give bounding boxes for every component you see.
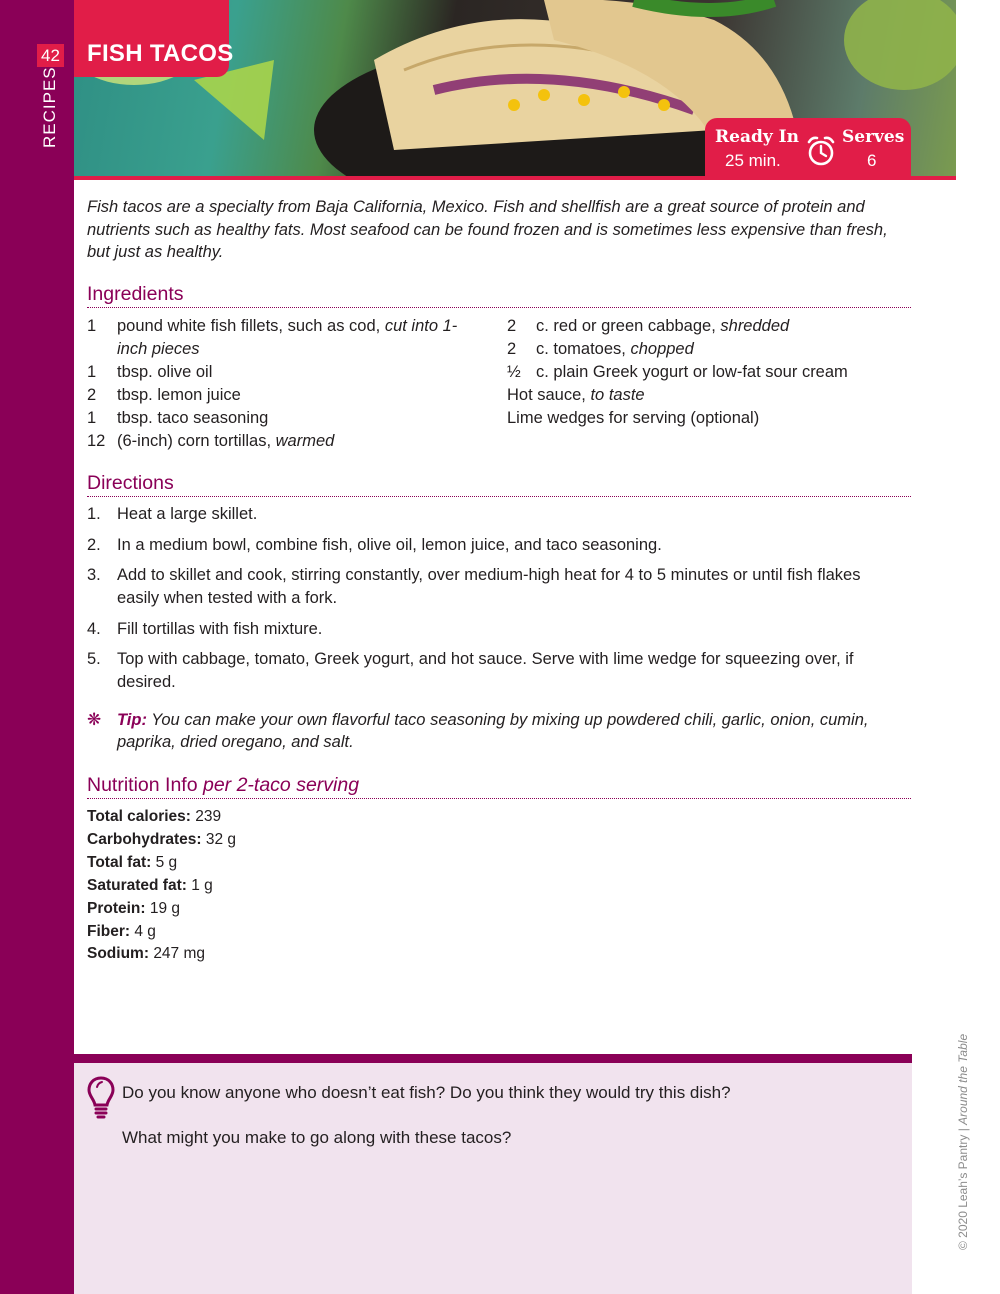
step-number: 4. — [87, 619, 101, 638]
ingredient-text: Lime wedges for serving (optional) — [507, 409, 760, 427]
nutrition-value: 4 g — [134, 922, 156, 940]
page-number: 42 — [37, 44, 64, 67]
nutrition-item — [87, 921, 236, 944]
recipe-intro: Fish tacos are a specialty from Baja California, Mexico. Fish and shellfish are a great source of protein and nutrients such as healthy fats. Most seafood can be found frozen and is sometimes less expensive than fresh, but just as healthy. — [87, 198, 888, 261]
nutrition-label: Total calories: — [87, 808, 191, 825]
copyright-note — [956, 1034, 970, 1250]
nutrition-item — [87, 875, 236, 898]
ingredient-item — [87, 384, 487, 407]
step-number: 2. — [87, 535, 101, 554]
ingredient-note: cut into 1-inch pieces — [117, 317, 458, 358]
nutrition-label: Fiber: — [87, 922, 131, 940]
ingredient-item — [87, 315, 487, 361]
ingredient-item — [87, 407, 487, 430]
direction-step — [87, 503, 902, 526]
ingredient-qty: 2 — [507, 317, 517, 335]
ingredient-text: c. red or green cabbage, — [536, 317, 716, 335]
side-bar — [0, 0, 74, 1294]
nutrition-label: Protein: — [87, 899, 146, 917]
nutrition-label: Sodium: — [87, 945, 149, 963]
nutrition-item — [87, 898, 236, 921]
ingredients-heading — [87, 283, 911, 308]
nutrition-label: Carbohydrates: — [87, 830, 202, 848]
step-number: 5. — [87, 650, 101, 668]
nutrition-item — [87, 943, 236, 966]
nutrition-label: Saturated fat: — [87, 876, 187, 894]
nutrition-list — [87, 806, 236, 966]
nutrition-item — [87, 806, 236, 829]
lightbulb-icon — [86, 1075, 116, 1121]
copyright-book: Around the Table — [956, 1033, 970, 1125]
ingredient-item — [507, 315, 907, 338]
ingredients-left-column — [87, 315, 487, 453]
direction-step — [87, 564, 902, 610]
ingredient-qty: 2 — [507, 340, 517, 358]
ingredient-qty: 1 — [87, 317, 97, 335]
ingredient-text: tbsp. olive oil — [117, 363, 213, 381]
nutrition-subheading: per 2-taco serving — [202, 774, 360, 796]
ingredients-right-column — [507, 315, 907, 430]
ingredient-note: warmed — [275, 432, 335, 450]
nutrition-heading-text: Nutrition Info — [87, 774, 198, 796]
tip-text: You can make your own flavorful taco seasoning by mixing up powdered chili, garlic, onion, cumin, paprika, dried oregano, and salt. — [117, 711, 869, 751]
nutrition-value: 19 g — [149, 899, 181, 917]
recipe-title: FISH TACOS — [87, 40, 234, 67]
ingredient-item — [87, 361, 487, 384]
direction-step — [87, 534, 902, 557]
directions-list — [87, 503, 902, 702]
ingredient-text: pound white fish fillets, such as cod, — [117, 317, 381, 335]
ingredient-text: (6-inch) corn tortillas, — [117, 432, 272, 450]
ingredient-extra — [507, 407, 907, 430]
ready-in-label: Ready In — [715, 127, 799, 147]
discussion-question-2: What might you make to go along with these tacos? — [122, 1128, 512, 1147]
ingredient-item — [87, 430, 487, 453]
serves-label: Serves — [842, 127, 905, 147]
step-text: Fill tortillas with fish mixture. — [117, 619, 323, 638]
step-text: Add to skillet and cook, stirring constantly, over medium-high heat for 4 to 5 minutes or until fish flakes easily when tested with a fork. — [117, 566, 861, 607]
nutrition-value: 247 mg — [153, 945, 206, 963]
ingredient-note: to taste — [590, 386, 645, 404]
nutrition-value: 239 — [195, 808, 222, 825]
direction-step — [87, 648, 902, 694]
discussion-top-bar — [74, 1054, 912, 1063]
ready-in-value: 25 min. — [725, 151, 781, 170]
ingredient-text: c. tomatoes, — [536, 340, 626, 358]
step-text: Heat a large skillet. — [117, 505, 258, 523]
section-label: RECIPES — [40, 66, 59, 148]
ingredient-text: Hot sauce, — [507, 386, 586, 404]
nutrition-heading — [87, 774, 911, 799]
nutrition-value: 32 g — [205, 830, 237, 848]
ingredient-text: tbsp. taco seasoning — [117, 409, 269, 427]
step-text: In a medium bowl, combine fish, olive oil, lemon juice, and taco seasoning. — [117, 535, 662, 554]
ingredients-heading-text: Ingredients — [87, 283, 184, 305]
ingredient-item — [507, 361, 907, 384]
ingredient-qty: 1 — [87, 409, 97, 427]
ingredient-note: shredded — [720, 317, 790, 335]
snowflake-bullet-icon: ❋ — [87, 710, 102, 729]
ingredient-qty: 1 — [87, 363, 97, 381]
discussion-question-1: Do you know anyone who doesn’t eat fish? Do you think they would try this dish? — [122, 1083, 731, 1102]
ingredient-text: tbsp. lemon juice — [117, 386, 241, 404]
direction-step — [87, 618, 902, 641]
ingredient-item — [507, 338, 907, 361]
nutrition-value: 5 g — [155, 853, 178, 871]
tip-content — [117, 709, 902, 753]
nutrition-value: 1 g — [191, 876, 213, 894]
ingredient-note: chopped — [630, 340, 694, 358]
nutrition-label: Total fat: — [87, 853, 152, 871]
ingredient-extra — [507, 384, 907, 407]
copyright-prefix: © 2020 Leah’s Pantry | — [956, 1124, 970, 1250]
nutrition-item — [87, 829, 236, 852]
tip-block — [87, 709, 902, 753]
nutrition-item — [87, 852, 236, 875]
serves-value: 6 — [867, 151, 877, 170]
alarm-clock-icon — [806, 135, 836, 167]
step-number: 1. — [87, 505, 101, 523]
ingredient-qty: 2 — [87, 386, 97, 404]
tip-label: Tip: — [117, 711, 147, 729]
directions-heading-text: Directions — [87, 472, 174, 494]
ingredient-qty: ½ — [507, 363, 521, 381]
step-number: 3. — [87, 566, 101, 584]
directions-heading — [87, 472, 911, 497]
ingredient-qty: 12 — [87, 432, 106, 450]
ingredient-text: c. plain Greek yogurt or low-fat sour cream — [536, 363, 848, 381]
time-serves-badge — [705, 118, 911, 178]
step-text: Top with cabbage, tomato, Greek yogurt, and hot sauce. Serve with lime wedge for squeezing over, if desired. — [117, 650, 854, 691]
